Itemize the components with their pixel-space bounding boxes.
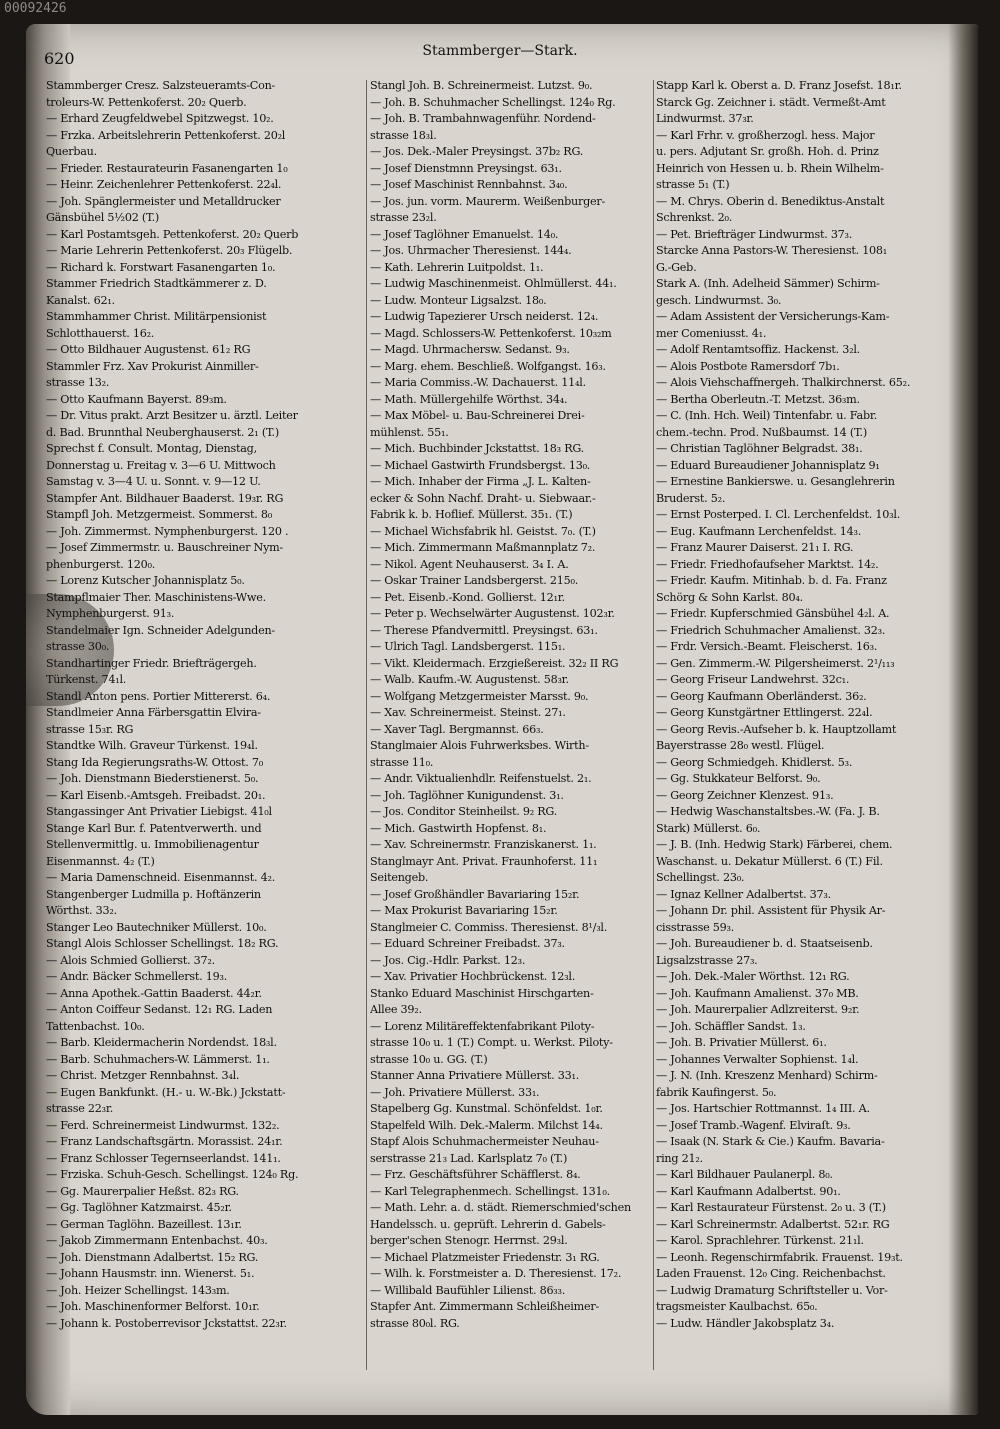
directory-entry-line: Stark) Müllerst. 6₀. — [656, 821, 761, 835]
directory-entry-line: — Ludwig Tapezierer Ursch neiderst. 12₄. — [370, 310, 599, 323]
directory-entry-line: Schellingst. 23₀. — [656, 871, 745, 884]
directory-entry-line: Stammer Friedrich Stadtkämmerer z. D. — [46, 277, 267, 290]
directory-entry-line: — Joh. Dek.-Maler Wörthst. 12₁ RG. — [656, 970, 850, 983]
directory-entry-line: Stangassinger Ant Privatier Liebigst. 41₀l — [46, 805, 272, 818]
directory-entry-line: Stapfer Ant. Zimmermann Schleißheimer- — [370, 1300, 599, 1313]
directory-entry-line: — Maria Commiss.-W. Dachauerst. 11₄l. — [370, 376, 586, 389]
directory-entry-line: Stanglmeier C. Commiss. Theresienst. 8¹/₃l. — [370, 920, 608, 934]
column-divider — [366, 80, 367, 1370]
directory-entry-line: — Michael Gastwirth Frundsbergst. 13₀. — [370, 458, 591, 472]
directory-entry-line: — Leonh. Regenschirmfabrik. Frauenst. 19₃t. — [656, 1250, 903, 1264]
directory-entry-line: — Josef Maschinist Rennbahnst. 3₄₀. — [370, 178, 568, 191]
directory-entry-line: Standl Anton pens. Portier Mittererst. 6₄. — [46, 689, 271, 703]
directory-entry-line: — Andr. Bäcker Schmellerst. 19₃. — [46, 970, 227, 983]
directory-entry-line: Stanglmayr Ant. Privat. Fraunhoferst. 11₁ — [370, 854, 598, 868]
directory-entry-line: Stampfer Ant. Bildhauer Baaderst. 19₃r. RG — [46, 491, 284, 505]
directory-entry-line: ring 21₂. — [656, 1151, 703, 1165]
directory-entry-line: strasse 10₀ u. 1 (T.) Compt. u. Werkst. Piloty- — [370, 1036, 613, 1049]
directory-entry-line: Fabrik k. b. Hoflief. Müllerst. 35₁. (T.) — [370, 508, 573, 521]
directory-entry-line: Waschanst. u. Dekatur Müllerst. 6 (T.) Fil. — [656, 854, 883, 868]
directory-entry-line: — Joh. B. Privatier Müllerst. 6₁. — [656, 1036, 827, 1049]
directory-entry-line: Stapelfeld Wilh. Dek.-Malerm. Milchst 14₄. — [370, 1118, 603, 1132]
directory-entry-line: strasse 13₂. — [46, 376, 110, 389]
directory-entry-line: — Barb. Kleidermacherin Nordendst. 18₃l. — [46, 1036, 277, 1049]
directory-entry-line: Kanalst. 62₁. — [46, 293, 115, 307]
directory-entry-line: — Joh. Maurerpalier Adlzreiterst. 9₂r. — [656, 1003, 860, 1016]
directory-entry-line: — Mich. Buchbinder Jckstattst. 18₃ RG. — [370, 442, 584, 455]
directory-entry-line: serstrasse 21₃ Lad. Karlsplatz 7₀ (T.) — [370, 1151, 568, 1165]
directory-entry-line: — Joh. Heizer Schellingst. 143₃m. — [46, 1283, 230, 1297]
directory-entry-line: — Ludwig Maschinenmeist. Ohlmüllerst. 44₁. — [370, 277, 617, 290]
directory-entry-line: strasse 10₀ u. GG. (T.) — [370, 1052, 488, 1066]
directory-entry-line: strasse 18₃l. — [370, 128, 437, 142]
directory-entry-line: — Xaver Tagl. Bergmannst. 66₃. — [370, 722, 544, 736]
directory-entry-line: — Marg. ehem. Beschließ. Wolfgangst. 16₃. — [370, 359, 606, 373]
directory-entry-line: — Andr. Viktualienhdlr. Reifenstuelst. 2₁. — [370, 772, 592, 785]
directory-entry-line: — M. Chrys. Oberin d. Benediktus-Anstalt — [656, 194, 885, 208]
directory-entry-line: strasse 11₀. — [370, 755, 434, 769]
directory-entry-line: — Xav. Privatier Hochbrückenst. 12₃l. — [370, 970, 576, 983]
directory-entry-line: — Josef Dienstmnn Preysingst. 63₁. — [370, 161, 562, 175]
directory-entry-line: — Eduard Bureaudiener Johannisplatz 9₁ — [656, 458, 880, 472]
directory-entry-line: — Gg. Stukkateur Belforst. 9₀. — [656, 772, 821, 785]
directory-entry-line: strasse 23₂l. — [370, 211, 437, 224]
directory-entry-line: — Georg Friseur Landwehrst. 32c₁. — [656, 673, 850, 686]
directory-entry-line: — Walb. Kaufm.-W. Augustenst. 58₃r. — [370, 673, 569, 686]
directory-entry-line: — Math. Lehr. a. d. städt. Riemerschmied'schen — [370, 1201, 631, 1214]
directory-entry-line: — Adam Assistent der Versicherungs-Kam- — [656, 310, 890, 323]
directory-entry-line: phenburgerst. 120₀. — [46, 557, 156, 571]
directory-entry-line: — Maria Damenschneid. Eisenmannst. 4₂. — [46, 871, 275, 884]
directory-entry-line: — Christ. Metzger Rennbahnst. 3₄l. — [46, 1069, 240, 1082]
directory-entry-line: mer Comeniusst. 4₁. — [656, 326, 767, 340]
directory-entry-line: — Franz Schlosser Tegernseerlandst. 141₁. — [46, 1151, 281, 1165]
directory-column-1 — [46, 78, 364, 1378]
directory-entry-line: — Oskar Trainer Landsbergerst. 215₀. — [370, 574, 579, 587]
directory-entry-line: — Heinr. Zeichenlehrer Pettenkoferst. 22₄l. — [46, 178, 282, 191]
directory-entry-line: — Lorenz Militäreffektenfabrikant Piloty- — [370, 1019, 595, 1033]
directory-entry-line: — Pet. Briefträger Lindwurmst. 37₃. — [656, 227, 853, 241]
directory-entry-line: — Karl Schreinermstr. Adalbertst. 52₁r. RG — [656, 1217, 890, 1231]
directory-entry-line: — Xav. Schreinermeist. Steinst. 27₁. — [370, 706, 566, 719]
directory-entry-line: — Michael Platzmeister Friedenstr. 3₁ RG. — [370, 1250, 600, 1264]
directory-entry-line: — Peter p. Wechselwärter Augustenst. 102₃r. — [370, 607, 615, 620]
directory-entry-line: Seitengeb. — [370, 871, 429, 884]
directory-entry-line: — Marie Lehrerin Pettenkoferst. 20₃ Flügelb. — [46, 244, 293, 257]
directory-column-3 — [656, 78, 952, 1378]
directory-entry-line: — J. B. (Inh. Hedwig Stark) Färberei, chem. — [656, 838, 893, 851]
directory-entry-line: — Jos. Conditor Steinheilst. 9₂ RG. — [370, 805, 558, 818]
directory-entry-line: — Joh. Zimmermst. Nymphenburgerst. 120 . — [46, 524, 289, 538]
directory-entry-line: Stammhammer Christ. Militärpensionist — [46, 310, 267, 323]
directory-entry-line: — Joh. B. Schuhmacher Schellingst. 124₀ Rg. — [370, 95, 616, 109]
directory-entry-line: — Eug. Kaufmann Lerchenfeldst. 14₃. — [656, 524, 862, 538]
directory-entry-line: — Max Möbel- u. Bau-Schreinerei Drei- — [370, 409, 585, 422]
directory-entry-line: — Georg Kaufmann Oberländerst. 36₂. — [656, 689, 867, 703]
directory-entry-line: — Jos. Uhrmacher Theresienst. 144₄. — [370, 244, 572, 257]
directory-entry-line: — Frziska. Schuh-Gesch. Schellingst. 124₀ Rg. — [46, 1168, 299, 1181]
directory-entry-line: — Math. Müllergehilfe Wörthst. 34₄. — [370, 392, 568, 406]
directory-entry-line: — Vikt. Kleidermach. Erzgießereist. 32₂ II RG — [370, 656, 619, 670]
directory-entry-line: — Friedr. Friedhofaufseher Marktst. 14₂. — [656, 557, 879, 571]
directory-entry-line: — Friedrich Schuhmacher Amalienst. 32₃. — [656, 623, 886, 637]
directory-entry-line: Starcke Anna Pastors-W. Theresienst. 108₁ — [656, 244, 888, 257]
directory-entry-line: Stange Karl Bur. f. Patentverwerth. und — [46, 821, 262, 835]
directory-entry-line: — Karl Telegraphenmech. Schellingst. 131₀. — [370, 1184, 610, 1198]
directory-entry-line: — Georg Zeichner Klenzest. 91₃. — [656, 788, 834, 802]
directory-entry-line: — Georg Revis.-Aufseher b. k. Hauptzollamt — [656, 722, 897, 736]
directory-entry-line: — Ernestine Bankierswe. u. Gesanglehrerin — [656, 475, 895, 488]
directory-entry-line: Bayerstrasse 28₀ westl. Flügel. — [656, 739, 825, 752]
directory-entry-line: Eisenmannst. 4₂ (T.) — [46, 854, 155, 868]
directory-entry-line: — Max Prokurist Bavariaring 15₂r. — [370, 904, 558, 917]
directory-entry-line: — J. N. (Inh. Kreszenz Menhard) Schirm- — [656, 1069, 878, 1082]
directory-entry-line: — Georg Schmiedgeh. Khidlerst. 5₃. — [656, 755, 853, 769]
directory-entry-line: troleurs-W. Pettenkoferst. 20₂ Querb. — [46, 95, 247, 109]
directory-entry-line: Ligsalzstrasse 27₃. — [656, 953, 758, 967]
directory-entry-line: — Josef Zimmermstr. u. Bauschreiner Nym- — [46, 541, 284, 554]
directory-entry-line: — Ignaz Kellner Adalbertst. 37₃. — [656, 887, 831, 901]
directory-entry-line: — Friedr. Kaufm. Mitinhab. b. d. Fa. Franz — [656, 574, 887, 587]
directory-entry-line: Stapf Alois Schuhmachermeister Neuhau- — [370, 1135, 599, 1148]
directory-entry-line: strasse 80₀l. RG. — [370, 1316, 460, 1330]
directory-entry-line: u. pers. Adjutant Sr. großh. Hoh. d. Prinz — [656, 145, 879, 158]
directory-entry-line: — Ludw. Monteur Ligsalzst. 18₀. — [370, 293, 547, 307]
directory-entry-line: — Anna Apothek.-Gattin Baaderst. 44₂r. — [46, 986, 262, 1000]
directory-entry-line: ecker & Sohn Nachf. Draht- u. Siebwaar.- — [370, 491, 596, 505]
directory-entry-line: Bruderst. 5₂. — [656, 491, 726, 505]
directory-entry-line: — Wolfgang Metzgermeister Marsst. 9₀. — [370, 689, 589, 703]
directory-entry-line: — Alois Viehschaffnergeh. Thalkirchnerst. 65₂. — [656, 376, 911, 389]
directory-entry-line: Sprechst f. Consult. Montag, Dienstag, — [46, 442, 257, 455]
directory-entry-line: — Lorenz Kutscher Johannisplatz 5₀. — [46, 574, 245, 587]
directory-entry-line: — German Taglöhn. Bazeillest. 13₁r. — [46, 1217, 242, 1231]
directory-entry-line: — Frzka. Arbeitslehrerin Pettenkoferst. 20₂l — [46, 128, 286, 142]
directory-entry-line: Standhartinger Friedr. Briefträgergeh. — [46, 656, 257, 670]
directory-entry-line: — Xav. Schreinermstr. Franziskanerst. 1₁. — [370, 838, 597, 851]
directory-entry-line: strasse 22₃r. — [46, 1102, 114, 1115]
directory-entry-line: — Adolf Rentamtsoffiz. Hackenst. 3₂l. — [656, 343, 860, 356]
directory-entry-line: Tattenbachst. 10₀. — [46, 1019, 145, 1033]
directory-entry-line: Stampfl Joh. Metzgermeist. Sommerst. 8₀ — [46, 508, 272, 521]
directory-entry-line: — Joh. Dienstmann Adalbertst. 15₂ RG. — [46, 1250, 259, 1264]
directory-entry-line: — Karl Postamtsgeh. Pettenkoferst. 20₂ Querb — [46, 227, 299, 241]
directory-entry-line: Handelssch. u. geprüft. Lehrerin d. Gabels- — [370, 1217, 606, 1231]
directory-entry-line: — Gg. Taglöhner Katzmairst. 45₂r. — [46, 1201, 232, 1214]
directory-entry-line: — Jakob Zimmermann Entenbachst. 40₃. — [46, 1234, 268, 1247]
directory-entry-line: Stanglmaier Alois Fuhrwerksbes. Wirth- — [370, 739, 589, 752]
directory-entry-line: Standelmaier Ign. Schneider Adelgunden- — [46, 623, 275, 637]
directory-entry-line: — C. (Inh. Hch. Weil) Tintenfabr. u. Fabr. — [656, 409, 878, 422]
directory-entry-line: Stellenvermittlg. u. Immobilienagentur — [46, 838, 259, 851]
directory-entry-line: — Ludw. Händler Jakobsplatz 3₄. — [656, 1316, 835, 1330]
directory-entry-line: Schörg & Sohn Karlst. 80₄. — [656, 590, 803, 604]
directory-entry-line: — Joh. Bureaudiener b. d. Staatseisenb. — [656, 937, 873, 950]
directory-entry-line: Stammler Frz. Xav Prokurist Ainmiller- — [46, 359, 259, 373]
directory-entry-line: Stampflmaier Ther. Maschinistens-Wwe. — [46, 590, 266, 604]
directory-entry-line: Standtke Wilh. Graveur Türkenst. 19₄l. — [46, 739, 258, 752]
directory-entry-line: Stangl Alois Schlosser Schellingst. 18₂ RG. — [46, 937, 279, 950]
directory-entry-line: G.-Geb. — [656, 260, 697, 274]
directory-entry-line: Stapp Karl k. Oberst a. D. Franz Josefst. 18₁r. — [656, 79, 902, 92]
directory-entry-line: berger'schen Stenogr. Herrnst. 29₃l. — [370, 1234, 568, 1247]
directory-entry-line: — Franz Maurer Daiserst. 21₁ I. RG. — [656, 541, 854, 554]
directory-entry-line: — Jos. Dek.-Maler Preysingst. 37b₂ RG. — [370, 145, 584, 158]
directory-entry-line: Gänsbühel 5½02 (T.) — [46, 211, 159, 224]
directory-entry-line: — Magd. Uhrmachersw. Sedanst. 9₃. — [370, 343, 570, 356]
directory-entry-line: tragsmeister Kaulbachst. 65₀. — [656, 1300, 818, 1313]
directory-entry-line: Stanko Eduard Maschinist Hirschgarten- — [370, 986, 594, 1000]
directory-entry-line: — Joh. Spänglermeister und Metalldrucker — [46, 194, 281, 208]
directory-entry-line: fabrik Kaufingerst. 5₀. — [656, 1085, 777, 1099]
directory-entry-line: d. Bad. Brunnthal Neuberghauserst. 2₁ (T.) — [46, 425, 279, 439]
directory-entry-line: — Anton Coiffeur Sedanst. 12₁ RG. Laden — [46, 1003, 273, 1016]
page-number: 620 — [44, 49, 75, 68]
directory-entry-line: — Ernst Posterped. I. Cl. Lerchenfeldst. 10₃l. — [656, 508, 901, 521]
directory-entry-line: — Eugen Bankfunkt. (H.- u. W.-Bk.) Jckstatt- — [46, 1085, 286, 1099]
directory-entry-line: strasse 30₀. — [46, 640, 110, 653]
directory-entry-line: — Mich. Zimmermann Maßmannplatz 7₂. — [370, 541, 596, 554]
directory-entry-line: — Gen. Zimmerm.-W. Pilgersheimerst. 2¹/₁₁₃ — [656, 656, 895, 670]
directory-entry-line: — Frz. Geschäftsführer Schäfflerst. 8₄. — [370, 1168, 581, 1181]
directory-entry-line: Stang Ida Regierungsraths-W. Ottost. 7₀ — [46, 755, 264, 769]
directory-entry-line: — Josef Taglöhner Emanuelst. 14₀. — [370, 227, 559, 241]
directory-entry-line: — Joh. Schäffler Sandst. 1₃. — [656, 1019, 806, 1033]
directory-entry-line: Schrenkst. 2₀. — [656, 211, 733, 224]
directory-column-2 — [370, 78, 662, 1378]
directory-entry-line: — Karol. Sprachlehrer. Türkenst. 21₁l. — [656, 1234, 864, 1247]
directory-entry-line: — Joh. Dienstmann Biederstienerst. 5₀. — [46, 772, 259, 785]
directory-entry-line: — Richard k. Forstwart Fasanengarten 1₀. — [46, 260, 276, 274]
directory-entry-line: — Johann Hausmstr. inn. Wienerst. 5₁. — [46, 1267, 255, 1280]
directory-entry-line: — Johann Dr. phil. Assistent für Physik Ar- — [656, 904, 886, 917]
directory-entry-line: Nymphenburgerst. 91₃. — [46, 607, 175, 620]
directory-entry-line: — Dr. Vitus prakt. Arzt Besitzer u. ärztl. Leiter — [46, 409, 298, 422]
directory-entry-line: — Joh. Maschinenformer Belforst. 10₁r. — [46, 1300, 260, 1313]
directory-entry-line: — Erhard Zeugfeldwebel Spitzwegst. 10₂. — [46, 112, 274, 125]
directory-entry-line: mühlenst. 55₁. — [370, 425, 449, 439]
directory-entry-line: gesch. Lindwurmst. 3₀. — [656, 293, 782, 307]
directory-entry-line: — Josef Tramb.-Wagenf. Elviraſt. 9₃. — [656, 1118, 851, 1132]
directory-entry-line: — Otto Bildhauer Augustenst. 61₂ RG — [46, 343, 251, 356]
directory-entry-line: — Karl Frhr. v. großherzogl. hess. Major — [656, 128, 875, 142]
directory-entry-line: Stanner Anna Privatiere Müllerst. 33₁. — [370, 1069, 580, 1082]
directory-entry-line: Stark A. (Inh. Adelheid Sämmer) Schirm- — [656, 277, 880, 290]
directory-entry-line: — Nikol. Agent Neuhauserst. 3₄ I. A. — [370, 557, 569, 571]
directory-entry-line: — Michael Wichsfabrik hl. Geistst. 7₀. (T.) — [370, 524, 596, 538]
directory-entry-line: — Karl Restaurateur Fürstenst. 2₀ u. 3 (T.) — [656, 1201, 886, 1214]
directory-entry-line: — Otto Kaufmann Bayerst. 89₃m. — [46, 392, 227, 406]
directory-entry-line: — Mich. Inhaber der Firma „J. L. Kalten- — [370, 475, 591, 488]
directory-entry-line: — Ferd. Schreinermeist Lindwurmst. 132₂. — [46, 1118, 280, 1132]
directory-entry-line: Stapelberg Gg. Kunstmal. Schönfeldst. 1₀r. — [370, 1102, 603, 1115]
directory-entry-line: — Ulrich Tagl. Landsbergerst. 115₁. — [370, 640, 566, 653]
directory-entry-line: — Karl Eisenb.-Amtsgeh. Freibadst. 20₁. — [46, 788, 266, 802]
directory-entry-line: — Bertha Oberleutn.-T. Metzst. 36₃m. — [656, 392, 860, 406]
directory-entry-line: Stammberger Cresz. Salzsteueramts-Con- — [46, 79, 276, 92]
directory-entry-line: — Kath. Lehrerin Luitpoldst. 1₁. — [370, 260, 544, 274]
directory-entry-line: Türkenst. 74₁l. — [46, 673, 127, 686]
directory-entry-line: — Frdr. Versich.-Beamt. Fleischerst. 16₃. — [656, 640, 878, 653]
directory-entry-line: Stanger Leo Bautechniker Müllerst. 10₀. — [46, 920, 267, 934]
directory-entry-line: Samstag v. 3—4 U. u. Sonnt. v. 9—12 U. — [46, 475, 261, 488]
directory-entry-line: Lindwurmst. 37₃r. — [656, 112, 754, 125]
directory-entry-line: — Magd. Schlossers-W. Pettenkoferst. 10₃₂m — [370, 326, 612, 340]
directory-entry-line: — Jos. jun. vorm. Maurerm. Weißenburger- — [370, 194, 606, 208]
directory-entry-line: — Jos. Hartschier Rottmannst. 1₄ III. A. — [656, 1102, 870, 1115]
directory-entry-line: — Pet. Eisenb.-Kond. Gollierst. 12₁r. — [370, 590, 565, 604]
directory-entry-line: — Joh. Privatiere Müllerst. 33₁. — [370, 1085, 540, 1099]
directory-entry-line: — Johann k. Postoberrevisor Jckstattst. 22₃r. — [46, 1316, 287, 1330]
directory-entry-line: — Joh. Taglöhner Kunigundenst. 3₁. — [370, 788, 564, 802]
directory-entry-line: Wörthst. 33₂. — [46, 904, 117, 917]
directory-entry-line: — Alois Schmied Gollierst. 37₂. — [46, 953, 215, 967]
directory-entry-line: — Georg Kunstgärtner Ettlingerst. 22₄l. — [656, 706, 873, 719]
directory-entry-line: — Barb. Schuhmachers-W. Lämmerst. 1₁. — [46, 1052, 270, 1066]
directory-entry-line: Schlotthauerst. 16₂. — [46, 326, 155, 340]
directory-entry-line: — Karl Kaufmann Adalbertst. 90₁. — [656, 1184, 841, 1198]
directory-entry-line: Laden Frauenst. 12₀ Cing. Reichenbachst. — [656, 1267, 886, 1280]
directory-entry-line: Starck Gg. Zeichner i. städt. Vermeßt-Amt — [656, 95, 886, 109]
directory-entry-line: cisstrasse 59₃. — [656, 920, 735, 934]
directory-entry-line: — Frieder. Restaurateurin Fasanengarten 1₀ — [46, 161, 288, 175]
page-edge-shadow — [948, 24, 978, 1415]
directory-entry-line: Stangl Joh. B. Schreinermeist. Lutzst. 9₀. — [370, 79, 593, 92]
directory-entry-line: — Isaak (N. Stark & Cie.) Kaufm. Bavaria- — [656, 1135, 885, 1148]
directory-entry-line: strasse 5₁ (T.) — [656, 178, 730, 191]
directory-entry-line: Querbau. — [46, 145, 97, 158]
directory-entry-line: Donnerstag u. Freitag v. 3—6 U. Mittwoch — [46, 458, 276, 472]
directory-entry-line: — Joh. B. Trambahnwagenführ. Nordend- — [370, 112, 596, 125]
directory-entry-line: Heinrich von Hessen u. b. Rhein Wilhelm- — [656, 161, 884, 175]
scan-id-label: 00092426 — [4, 1, 67, 16]
directory-entry-line: — Josef Großhändler Bavariaring 15₂r. — [370, 887, 580, 901]
directory-entry-line: — Franz Landschaftsgärtn. Morassist. 24₁r. — [46, 1135, 283, 1148]
directory-entry-line: — Alois Postbote Ramersdorf 7b₁. — [656, 359, 840, 373]
directory-entry-line: Stangenberger Ludmilla p. Hoftänzerin — [46, 887, 261, 901]
directory-entry-line: — Mich. Gastwirth Hopfenst. 8₁. — [370, 821, 547, 835]
directory-entry-line: — Ludwig Dramaturg Schriftsteller u. Vor- — [656, 1283, 888, 1297]
directory-entry-line: — Joh. Kaufmann Amalienst. 37₀ MB. — [656, 986, 859, 1000]
directory-entry-line: chem.-techn. Prod. Nußbaumst. 14 (T.) — [656, 425, 867, 439]
directory-entry-line: — Gg. Maurerpalier Heßst. 82₃ RG. — [46, 1184, 239, 1198]
directory-entry-line: — Friedr. Kupferschmied Gänsbühel 4₂l. A. — [656, 607, 890, 620]
directory-entry-line: — Eduard Schreiner Freibadst. 37₃. — [370, 937, 565, 950]
directory-entry-line: Allee 39₂. — [370, 1003, 422, 1016]
directory-entry-line: — Willibald Baufühler Lilienst. 86₃₃. — [370, 1283, 566, 1297]
directory-entry-line: — Christian Taglöhner Belgradst. 38₁. — [656, 442, 863, 455]
running-head: Stammberger—Stark. — [422, 43, 578, 59]
directory-entry-line: — Jos. Cig.-Hdlr. Parkst. 12₃. — [370, 953, 526, 967]
directory-entry-line: — Johannes Verwalter Sophienst. 1₄l. — [656, 1052, 859, 1066]
directory-entry-line: — Wilh. k. Forstmeister a. D. Theresienst. 17₂. — [370, 1267, 622, 1280]
directory-entry-line: — Hedwig Waschanstaltsbes.-W. (Fa. J. B. — [656, 805, 880, 818]
directory-entry-line: — Karl Bildhauer Paulanerpl. 8₀. — [656, 1168, 833, 1181]
directory-entry-line: Standlmeier Anna Färbersgattin Elvira- — [46, 706, 261, 719]
directory-entry-line: — Therese Pfandvermittl. Preysingst. 63₁. — [370, 623, 598, 637]
directory-entry-line: strasse 15₃r. RG — [46, 722, 134, 736]
